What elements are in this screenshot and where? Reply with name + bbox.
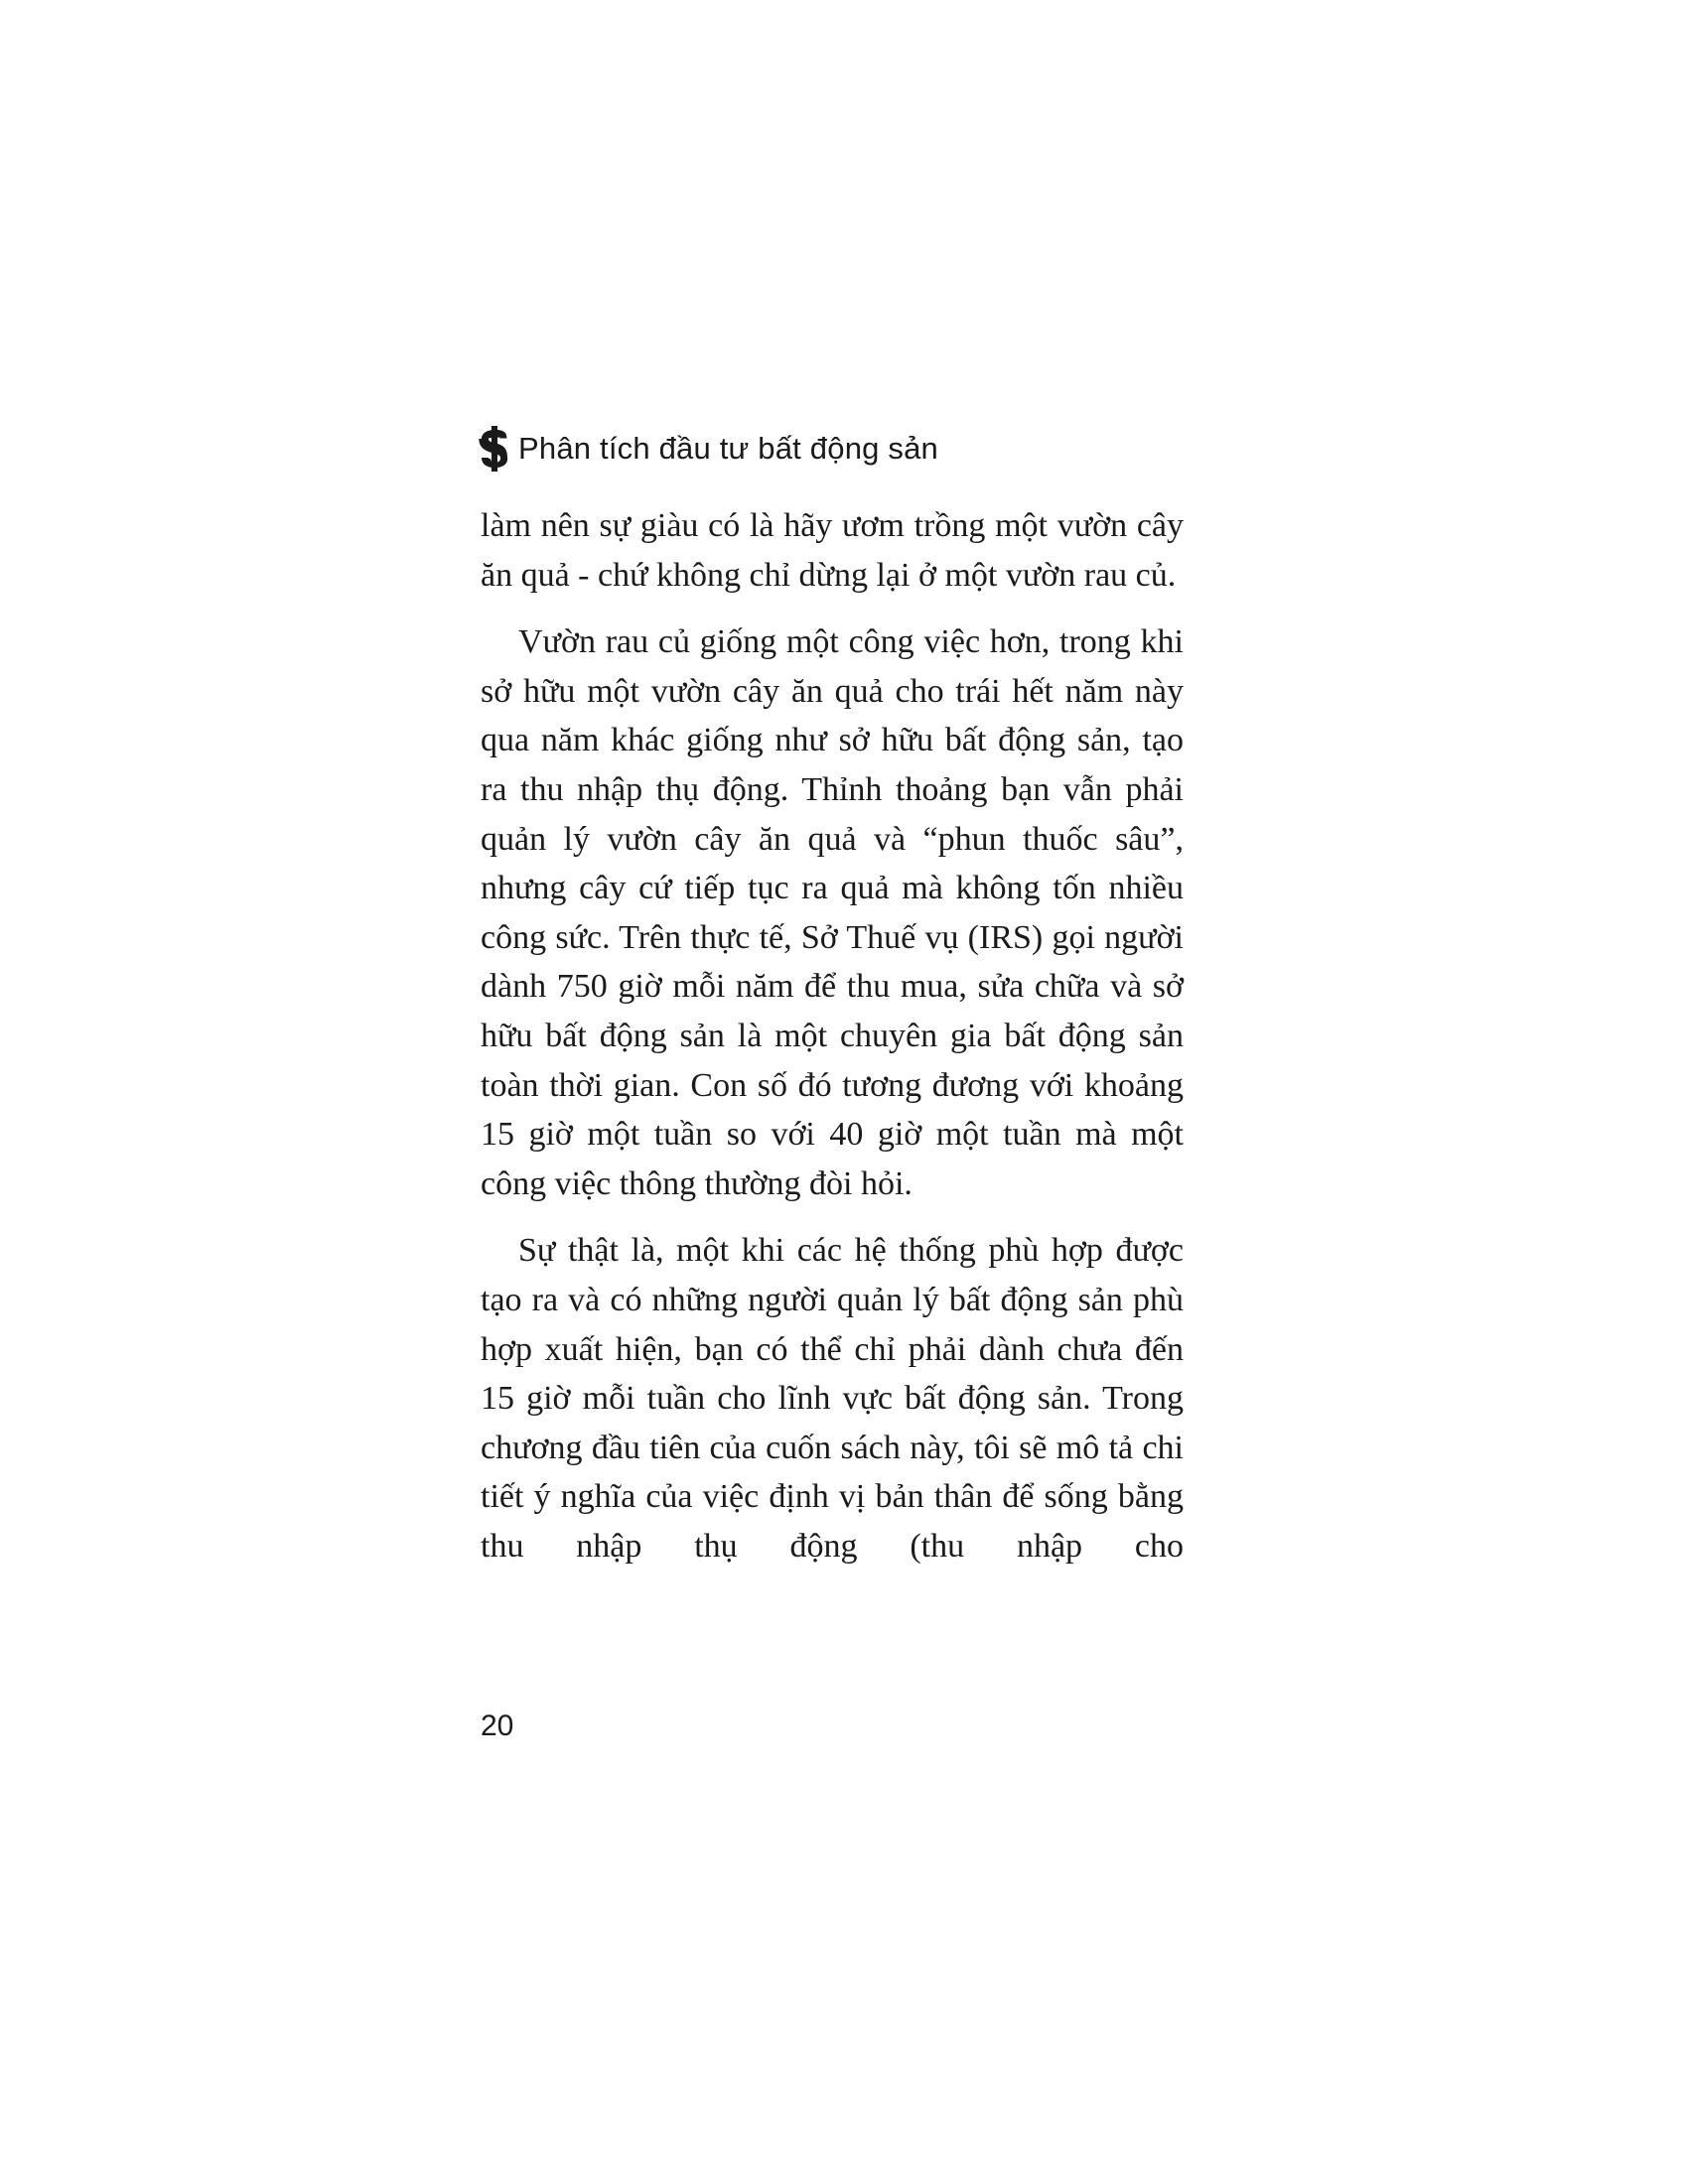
body-text bbox=[481, 501, 1184, 1570]
paragraph: làm nên sự giàu có là hãy ươm trồng một vườn cây ăn quả - chứ không chỉ dừng lại ở một vườn rau củ. bbox=[481, 507, 1184, 594]
dollar-sign-icon bbox=[479, 426, 510, 472]
running-header-title: Phân tích đầu tư bất động sản bbox=[518, 431, 938, 466]
page-number: 20 bbox=[481, 1709, 514, 1742]
running-header bbox=[479, 421, 938, 477]
paragraph: Sự thật là, một khi các hệ thống phù hợp được tạo ra và có những người quản lý bất động sản phù hợp xuất hiện, bạn có thể chỉ phải dành chưa đến 15 giờ mỗi tuần cho lĩnh vực bất động sản. Trong chương đầu tiên của cuốn sách này, tôi sẽ mô tả chi tiết ý nghĩa của việc định vị bản thân để sống bằng thu nhập thụ động (thu nhập cho bbox=[481, 1232, 1184, 1565]
paragraph: Vườn rau củ giống một công việc hơn, trong khi sở hữu một vườn cây ăn quả cho trái hết năm này qua năm khác giống như sở hữu bất động sản, tạo ra thu nhập thụ động. Thỉnh thoảng bạn vẫn phải quản lý vườn cây ăn quả và “phun thuốc sâu”, nhưng cây cứ tiếp tục ra quả mà không tốn nhiều công sức. Trên thực tế, Sở Thuế vụ (IRS) gọi người dành 750 giờ mỗi năm để thu mua, sửa chữa và sở hữu bất động sản là một chuyên gia bất động sản toàn thời gian. Con số đó tương đương với khoảng 15 giờ một tuần so với 40 giờ một tuần mà một công việc thông thường đòi hỏi. bbox=[481, 623, 1184, 1202]
